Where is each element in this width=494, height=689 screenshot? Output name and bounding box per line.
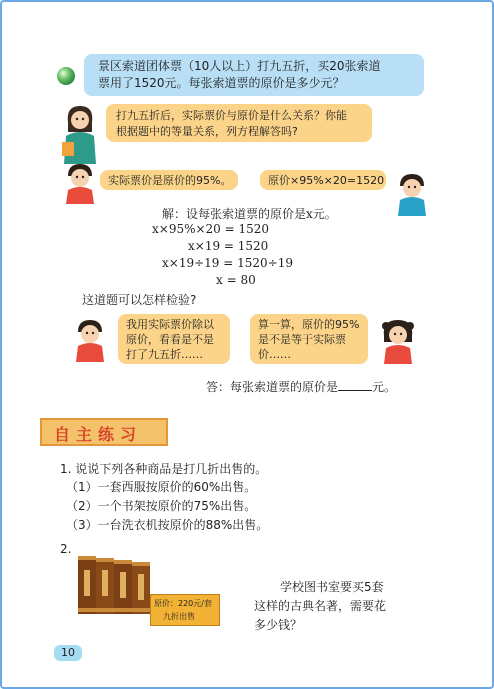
exercise-title-text: 自主练习 bbox=[54, 425, 143, 444]
teacher-line-2: 根据题中的等量关系，列方程解答吗? bbox=[116, 125, 298, 138]
answer-line bbox=[206, 378, 396, 395]
teacher-speech-bubble bbox=[106, 104, 372, 142]
price-tag-line-1: 原价：220元/套 bbox=[154, 599, 212, 608]
teacher-illustration bbox=[58, 102, 102, 164]
boy-right-text: 原价×95%×20=1520 bbox=[268, 174, 385, 187]
page-number: 10 bbox=[54, 645, 82, 661]
check-girl-speech-bubble bbox=[250, 314, 368, 364]
question-2-line-3: 多少钱？ bbox=[254, 618, 303, 632]
problem-line-2: 票用了1520元。每张索道票的原价是多少元？ bbox=[98, 76, 345, 90]
answer-suffix: 元。 bbox=[372, 380, 397, 394]
question-1-item: （2）一个书架按原价的75%出售。 bbox=[66, 499, 257, 513]
check-boy-line-1: 我用实际票价除以 bbox=[126, 318, 214, 331]
solution-step-1: x×95%×20 = 1520 bbox=[152, 222, 270, 236]
answer-blank[interactable] bbox=[338, 378, 372, 391]
question-1-item: （1）一套西服按原价的60%出售。 bbox=[66, 480, 257, 494]
teacher-line-1: 打九五折后，实际票价与原价是什么关系？你能 bbox=[116, 109, 347, 122]
solution-step-4: x = 80 bbox=[216, 273, 256, 287]
price-tag bbox=[150, 594, 220, 626]
question-2-line-1: 学校图书室要买5套 bbox=[280, 580, 384, 594]
check-girl-line-3: 价…… bbox=[258, 348, 291, 361]
check-boy-line-3: 打了九五折…… bbox=[126, 348, 203, 361]
boy-right-speech-bubble bbox=[260, 170, 386, 190]
check-girl-line-1: 算一算，原价的95% bbox=[258, 318, 360, 331]
question-2-number: 2. bbox=[60, 542, 72, 556]
green-ball-icon bbox=[56, 66, 76, 86]
question-1-item: （3）一台洗衣机按原价的88%出售。 bbox=[66, 518, 269, 532]
boy-illustration-check bbox=[70, 318, 110, 362]
solution-intro: 解：设每张索道票的原价是x元。 bbox=[162, 207, 337, 221]
boy-illustration-left bbox=[62, 162, 98, 204]
check-boy-speech-bubble bbox=[118, 314, 230, 364]
boy-left-text: 实际票价是原价的95%。 bbox=[108, 174, 232, 187]
exercise-section-title bbox=[40, 418, 168, 446]
problem-statement-box bbox=[84, 54, 424, 96]
problem-line-1: 景区索道团体票（10人以上）打九五折，买20张索道 bbox=[98, 59, 381, 73]
solution-step-3: x×19÷19 = 1520÷19 bbox=[162, 256, 293, 270]
answer-prefix: 答：每张索道票的原价是 bbox=[206, 380, 339, 394]
check-question: 这道题可以怎样检验? bbox=[82, 293, 197, 307]
girl-illustration bbox=[378, 318, 418, 364]
price-tag-line-2: 九折出售 bbox=[163, 612, 195, 621]
check-girl-line-2: 是不是等于实际票 bbox=[258, 333, 346, 346]
question-2-line-2: 这样的古典名著，需要花 bbox=[254, 599, 387, 613]
question-1-title: 1. 说说下列各种商品是打几折出售的。 bbox=[60, 462, 268, 476]
boy-left-speech-bubble bbox=[100, 170, 238, 190]
check-boy-line-2: 原价，看看是不是 bbox=[126, 333, 214, 346]
solution-step-2: x×19 = 1520 bbox=[188, 239, 269, 253]
boy-illustration-right bbox=[394, 172, 430, 216]
classic-books-illustration bbox=[76, 550, 156, 618]
